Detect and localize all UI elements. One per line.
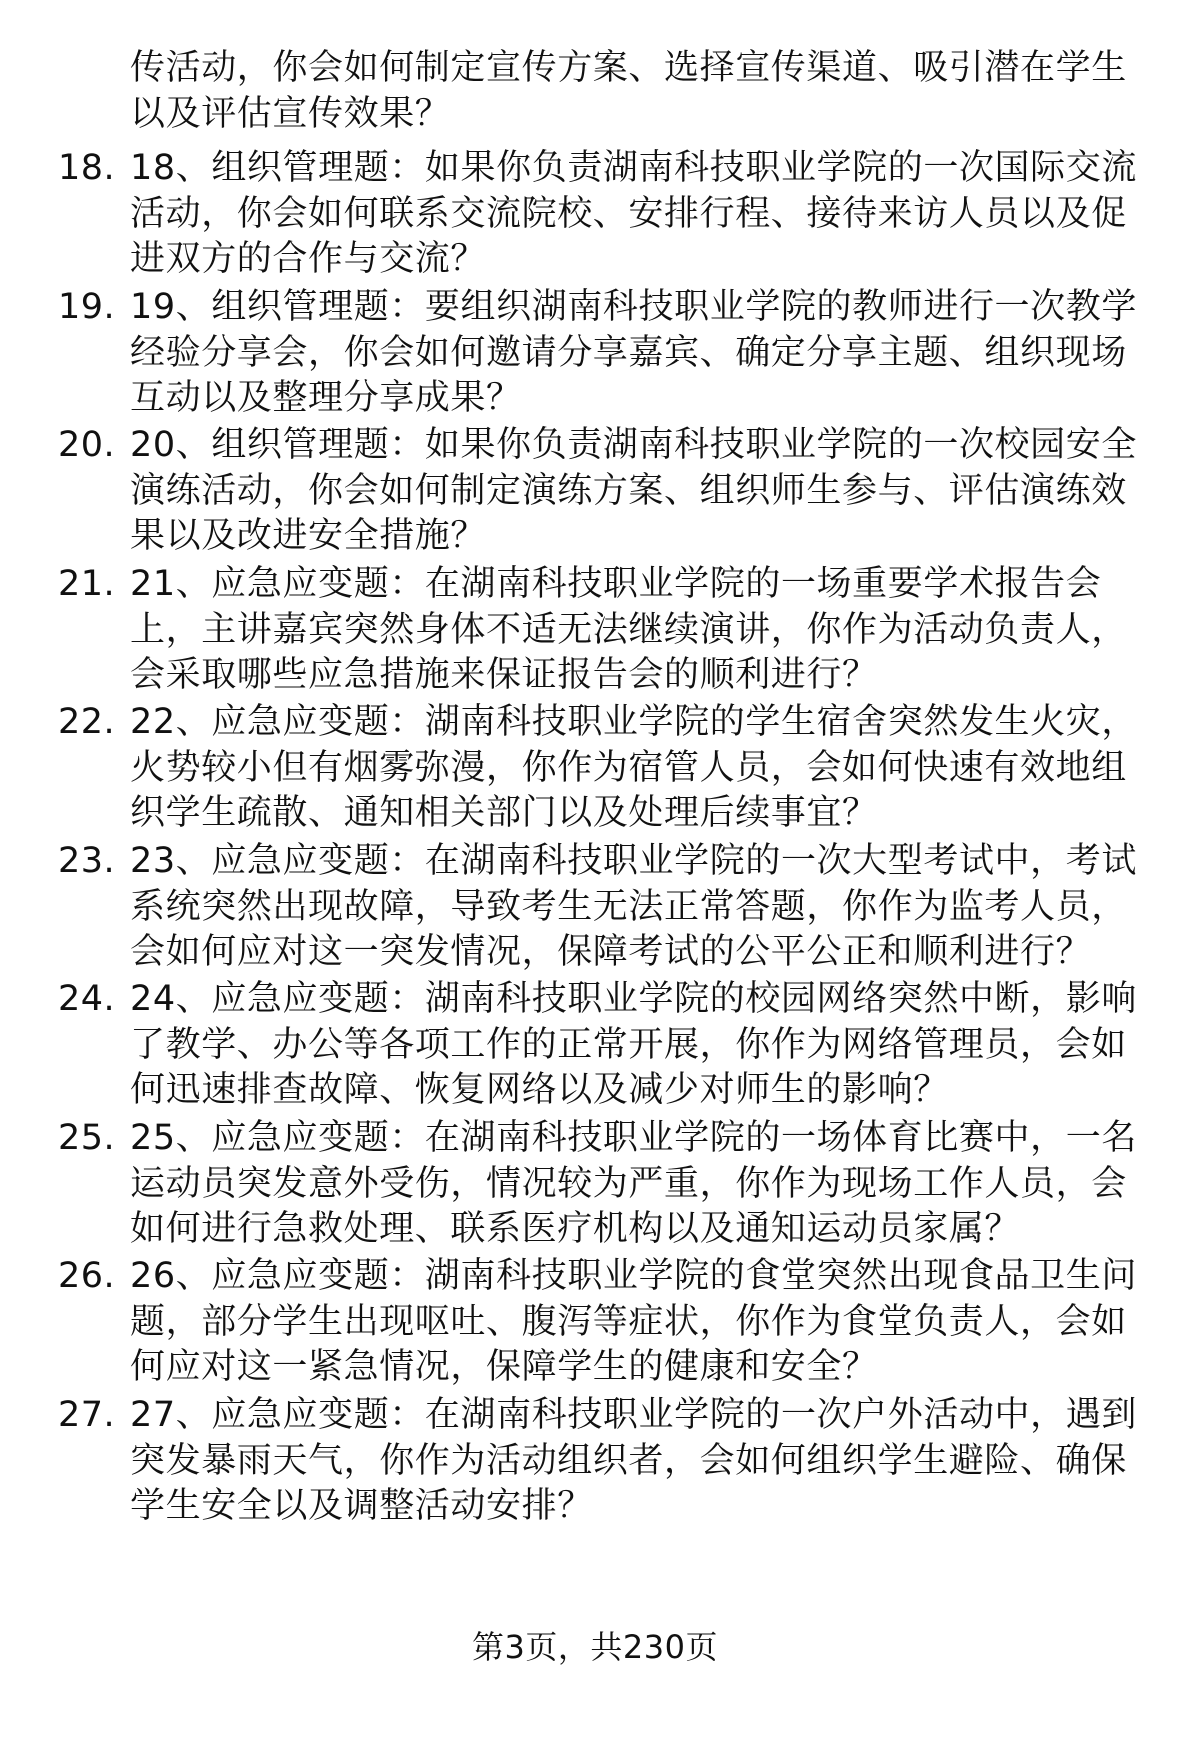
question-number: 27. xyxy=(58,1395,116,1435)
question-text: 21、应急应变题：在湖南科技职业学院的一场重要学术报告会上，主讲嘉宾突然身体不适无法继续演讲，你作为活动负责人，会采取哪些应急措施来保证报告会的顺利进行？ xyxy=(130,564,1127,695)
question-text: 19、组织管理题：要组织湖南科技职业学院的教师进行一次教学经验分享会，你会如何邀请分享嘉宾、确定分享主题、组织现场互动以及整理分享成果？ xyxy=(130,287,1137,418)
question-number: 22. xyxy=(58,702,116,742)
question-text: 18、组织管理题：如果你负责湖南科技职业学院的一次国际交流活动，你会如何联系交流院校、安排行程、接待来访人员以及促进双方的合作与交流？ xyxy=(130,148,1137,279)
question-number: 23. xyxy=(58,841,116,881)
question-number: 24. xyxy=(58,979,116,1019)
continuation-paragraph: 传活动，你会如何制定宣传方案、选择宣传渠道、吸引潜在学生以及评估宣传效果？ xyxy=(130,48,1127,134)
question-number: 26. xyxy=(58,1256,116,1296)
question-number: 20. xyxy=(58,425,116,465)
question-text: 23、应急应变题：在湖南科技职业学院的一次大型考试中，考试系统突然出现故障，导致考生无法正常答题，你作为监考人员，会如何应对这一突发情况，保障考试的公平公正和顺利进行？ xyxy=(130,841,1137,972)
question-number: 18. xyxy=(58,148,116,188)
question-number: 19. xyxy=(58,287,116,327)
question-text: 22、应急应变题：湖南科技职业学院的学生宿舍突然发生火灾，火势较小但有烟雾弥漫，你作为宿管人员，会如何快速有效地组织学生疏散、通知相关部门以及处理后续事宜？ xyxy=(130,702,1137,833)
question-text: 25、应急应变题：在湖南科技职业学院的一场体育比赛中，一名运动员突发意外受伤，情况较为严重，你作为现场工作人员，会如何进行急救处理、联系医疗机构以及通知运动员家属？ xyxy=(130,1118,1137,1249)
page-footer: 第3页，共230页 xyxy=(472,1628,718,1666)
question-text: 20、组织管理题：如果你负责湖南科技职业学院的一次校园安全演练活动，你会如何制定演练方案、组织师生参与、评估演练效果以及改进安全措施？ xyxy=(130,425,1137,556)
question-text: 26、应急应变题：湖南科技职业学院的食堂突然出现食品卫生问题，部分学生出现呕吐、腹泻等症状，你作为食堂负责人，会如何应对这一紧急情况，保障学生的健康和安全？ xyxy=(130,1256,1137,1387)
question-text: 27、应急应变题：在湖南科技职业学院的一次户外活动中，遇到突发暴雨天气，你作为活动组织者，会如何组织学生避险、确保学生安全以及调整活动安排？ xyxy=(130,1395,1137,1526)
question-number: 25. xyxy=(58,1118,116,1158)
question-number: 21. xyxy=(58,564,116,604)
question-text: 24、应急应变题：湖南科技职业学院的校园网络突然中断，影响了教学、办公等各项工作的正常开展，你作为网络管理员，会如何迅速排查故障、恢复网络以及减少对师生的影响？ xyxy=(130,979,1137,1110)
